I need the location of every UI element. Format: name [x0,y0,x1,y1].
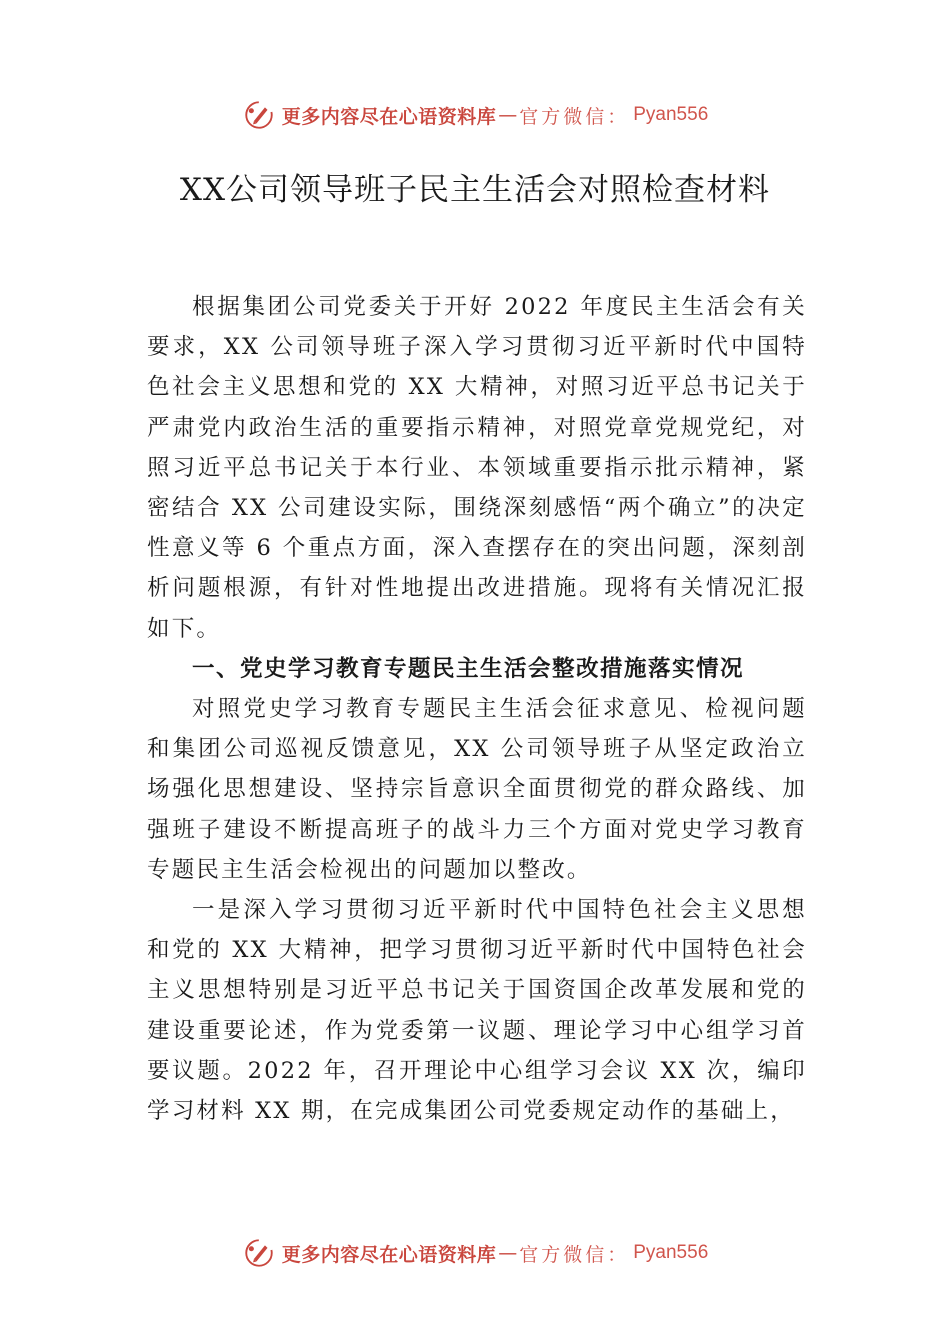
document-title: XX公司领导班子民主生活会对照检查材料 [179,172,771,208]
watermark-dash: — [498,1242,518,1264]
watermark-wechat-id: Pyan556 [633,104,709,125]
pen-nib-logo-icon [242,1236,276,1270]
header-watermark [0,95,950,135]
pen-nib-logo-icon [242,98,276,132]
watermark-wechat-id: Pyan556 [633,1242,709,1263]
watermark-dash: — [498,104,518,126]
section-1-heading: 一、党史学习教育专题民主生活会整改措施落实情况 [192,655,745,682]
watermark-brand: 更多内容尽在心语资料库 [281,1243,497,1266]
intro-paragraph: 根据集团公司党委关于开好 2022 年度民主生活会有关要求，XX 公司领导班子深入学习贯彻习近平新时代中国特色社会主义思想和党的 XX 大精神，对照习近平总书记关于严肃党内政治生活的重要指示精神，对照党章党规党纪，对照习近平总书记关于本行业、本领域重要指示批示精神，紧密结合 XX 公司建设实际，围绕深刻感悟“两个确立”的决定性意义等 6 个重点方面，深入查摆存在的突出问题，深刻剖析问题根源，有针对性地提出改进措施。现将有关情况汇报如下。 [147,294,807,642]
footer-watermark [0,1233,950,1273]
watermark-official-label: 官方微信： [519,1243,630,1266]
section-1-paragraph-1: 对照党史学习教育专题民主生活会征求意见、检视问题和集团公司巡视反馈意见，XX 公司领导班子从坚定政治立场强化思想建设、坚持宗旨意识全面贯彻党的群众路线、加强班子建设不断提高班子的战斗力三个方面对党史学习教育专题民主生活会检视出的问题加以整改。 [147,696,807,883]
section-1-paragraph-2: 一是深入学习贯彻习近平新时代中国特色社会主义思想和党的 XX 大精神，把学习贯彻习近平新时代中国特色社会主义思想特别是习近平总书记关于国资国企改革发展和党的建设重要论述，作为党委第一议题、理论学习中心组学习首要议题。2022 年，召开理论中心组学习会议 XX 次，编印学习材料 XX 期，在完成集团公司党委规定动作的基础上， [147,897,807,1125]
watermark-brand: 更多内容尽在心语资料库 [281,105,497,128]
document-body [147,287,807,1131]
watermark-official-label: 官方微信： [519,105,630,128]
